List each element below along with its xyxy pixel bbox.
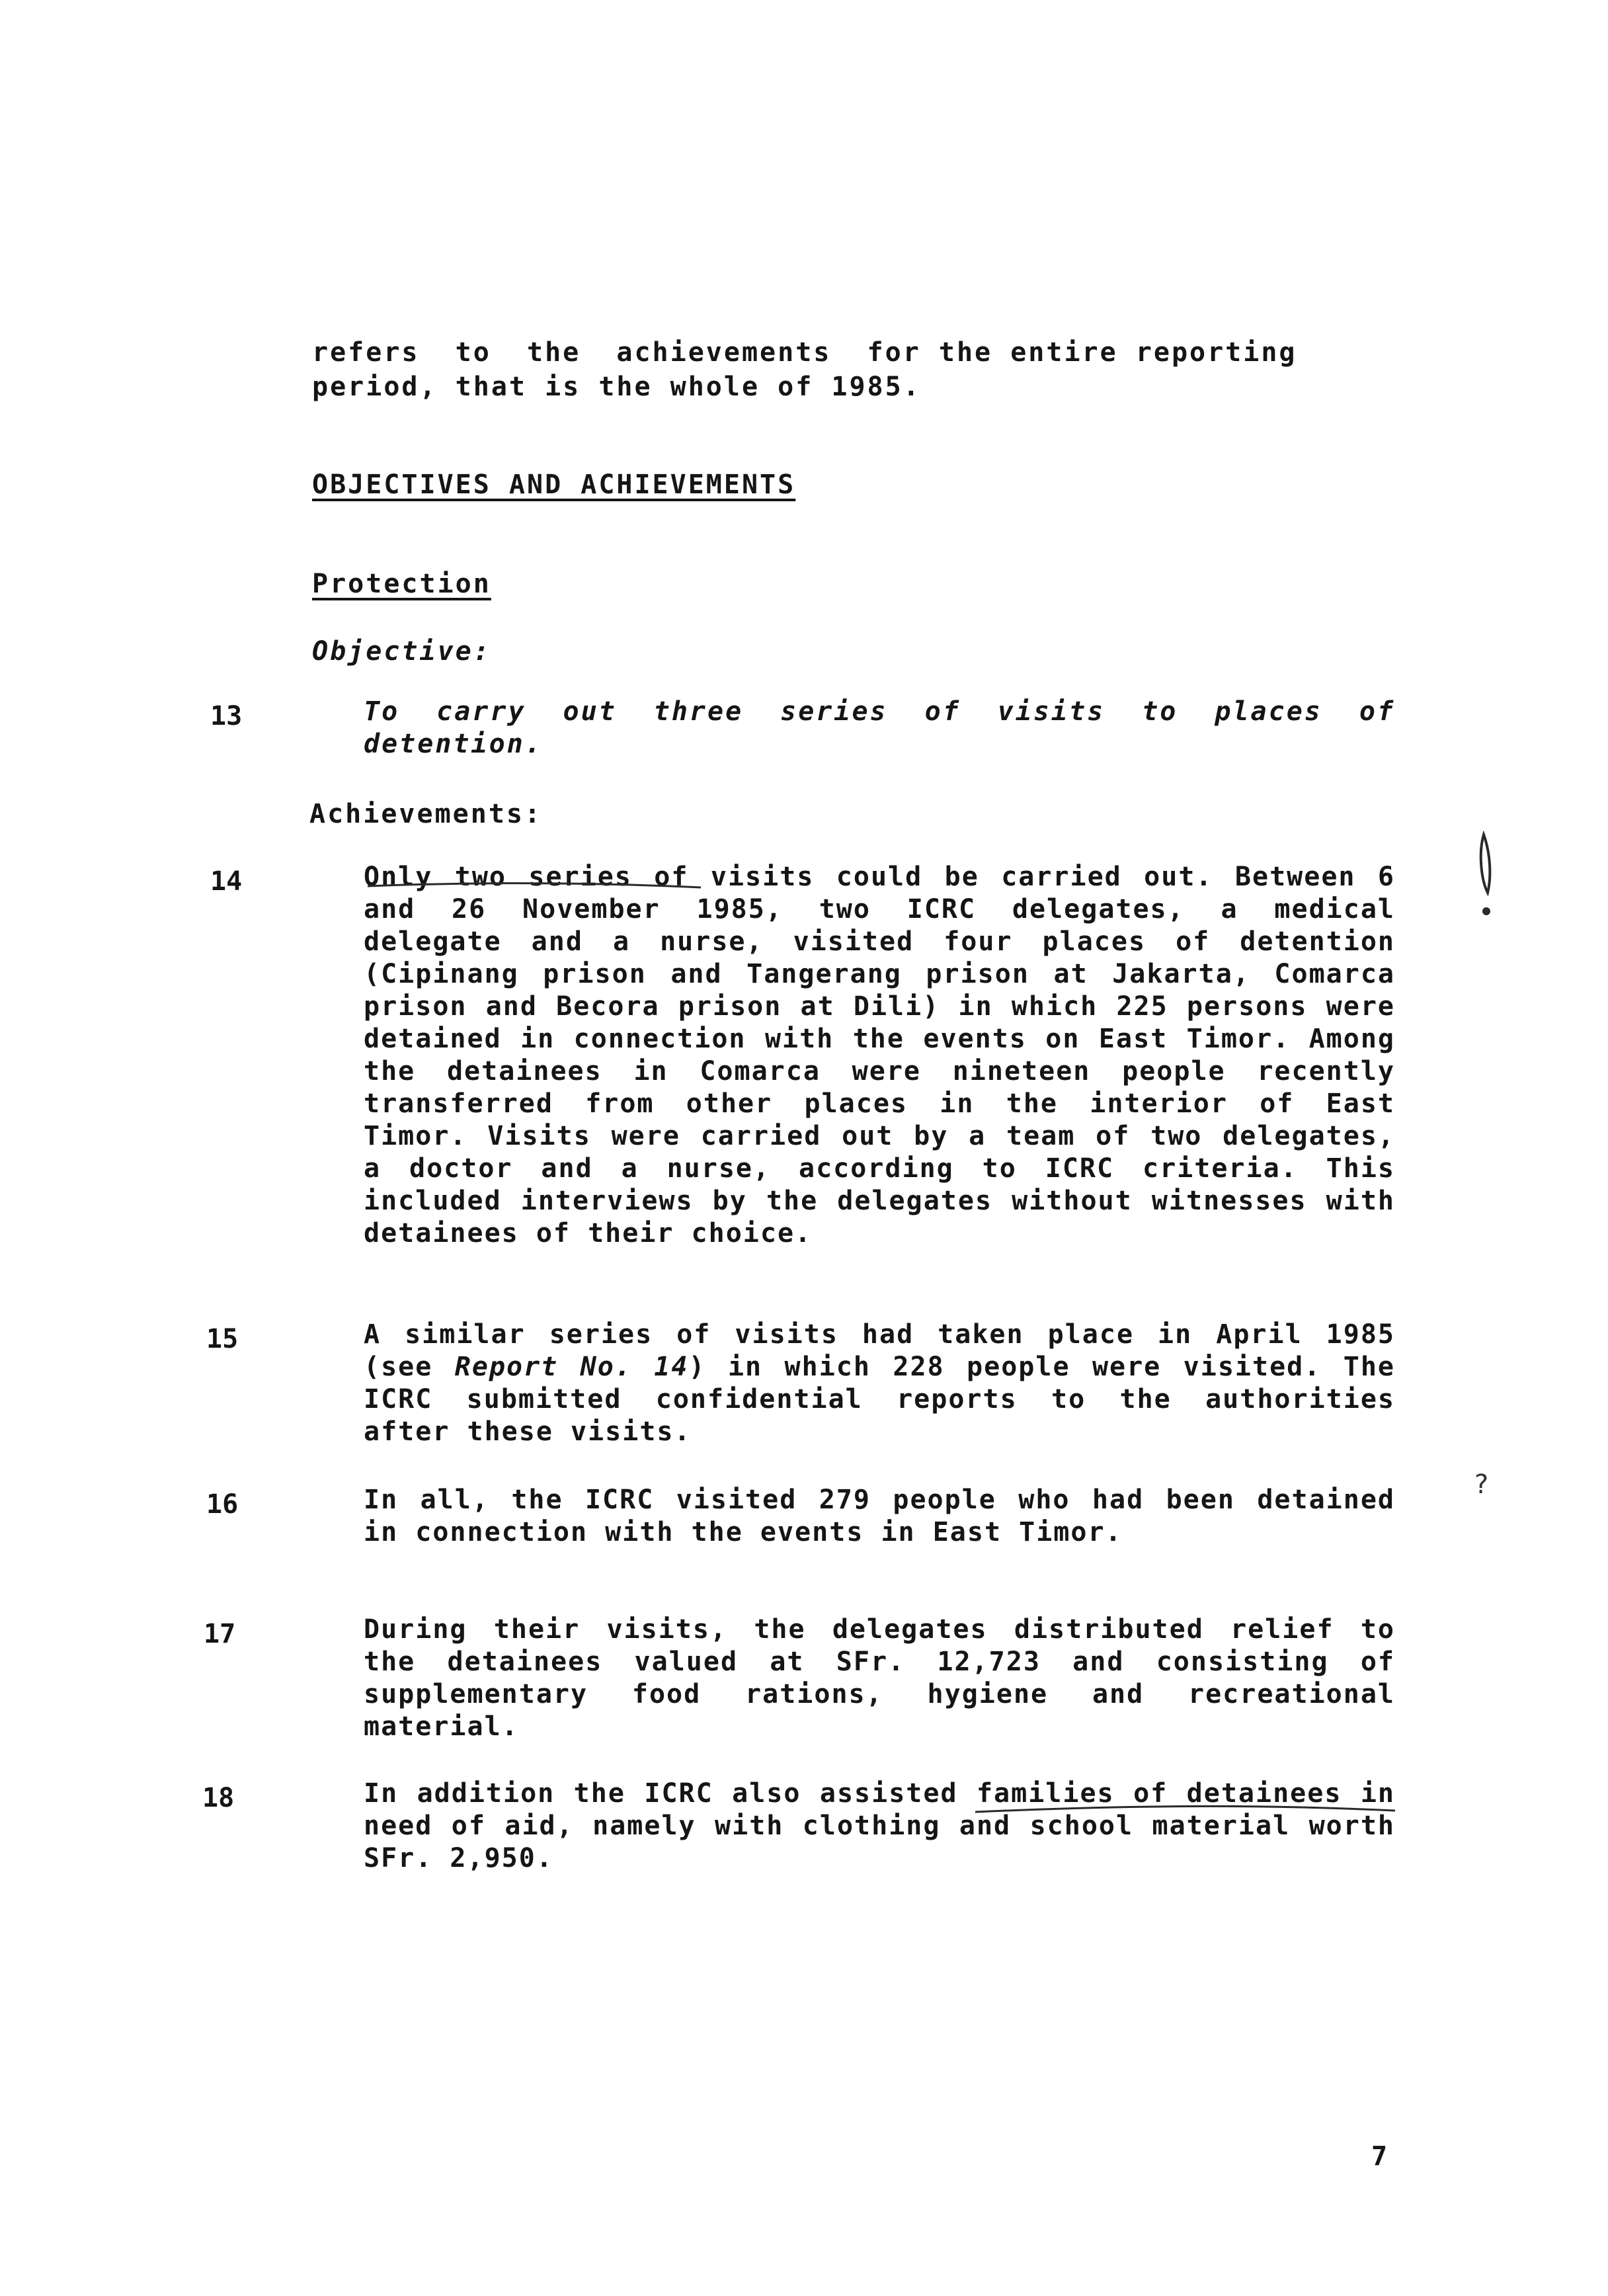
paragraph-number-18: 18: [202, 1783, 235, 1813]
paragraph-18-text: In addition the ICRC also assisted families of detainees in need of aid, namely with clothing and school material worth SFr. 2,950.: [364, 1778, 1395, 1873]
paragraph-number-13: 13: [210, 701, 243, 731]
section-heading: OBJECTIVES AND ACHIEVEMENTS: [312, 470, 796, 500]
paragraph-13-text: To carry out three series of visits to places of detention.: [364, 696, 1395, 759]
paragraph-number-15: 15: [206, 1324, 239, 1354]
paragraph-16-text: In all, the ICRC visited 279 people who had been detained in connection with the events in East Timor.: [364, 1485, 1395, 1547]
paragraph-14-text: Only two series of visits could be carried out. Between 6 and 26 November 1985, two ICRC delegates, a medical delegate and a nurse, visited four places of detention (Cipinang prison and Tangerang prison at Jakarta, Comarca prison and Becora prison at Dili) in which 225 persons were detained in connection with the events on East Timor. Among the detainees in Comarca were nineteen people recently transferred from other places in the interior of East Timor. Visits were carried out by a team of two delegates, a doctor and a nurse, according to ICRC criteria. This included interviews by the delegates without witnesses with detainees of their choice.: [364, 862, 1395, 1249]
paragraph-15-text-part-2: ) in which 228 people were visited. The ICRC submitted confidential reports to the authorities after these visits.: [364, 1352, 1395, 1447]
margin-question-mark: ?: [1474, 1469, 1489, 1500]
objective-label: Objective:: [312, 636, 491, 667]
paragraph-17-text: During their visits, the delegates distributed relief to the detainees valued at SFr. 12,723 and consisting of supplementary food rations, hygiene and recreational material.: [364, 1614, 1395, 1742]
paragraph-15-text: [364, 1319, 1395, 1448]
paragraph-15-text-part-1: A similar series of visits had taken place in April 1985 (see: [364, 1319, 1395, 1382]
margin-exclamation-dot: [1482, 907, 1490, 915]
page-number: 7: [1371, 2141, 1388, 2172]
margin-exclamation-mark: [1481, 835, 1490, 893]
report-reference: Report No. 14: [454, 1352, 689, 1382]
paragraph-number-16: 16: [206, 1489, 239, 1520]
paragraph-number-17: 17: [204, 1619, 236, 1649]
intro-line-1: refers to the achievements for the entire reporting: [312, 337, 1297, 368]
intro-line-2: period, that is the whole of 1985.: [312, 372, 921, 402]
subsection-heading: Protection: [312, 569, 491, 599]
paragraph-number-14: 14: [210, 866, 243, 897]
achievements-label: Achievements:: [309, 799, 543, 829]
